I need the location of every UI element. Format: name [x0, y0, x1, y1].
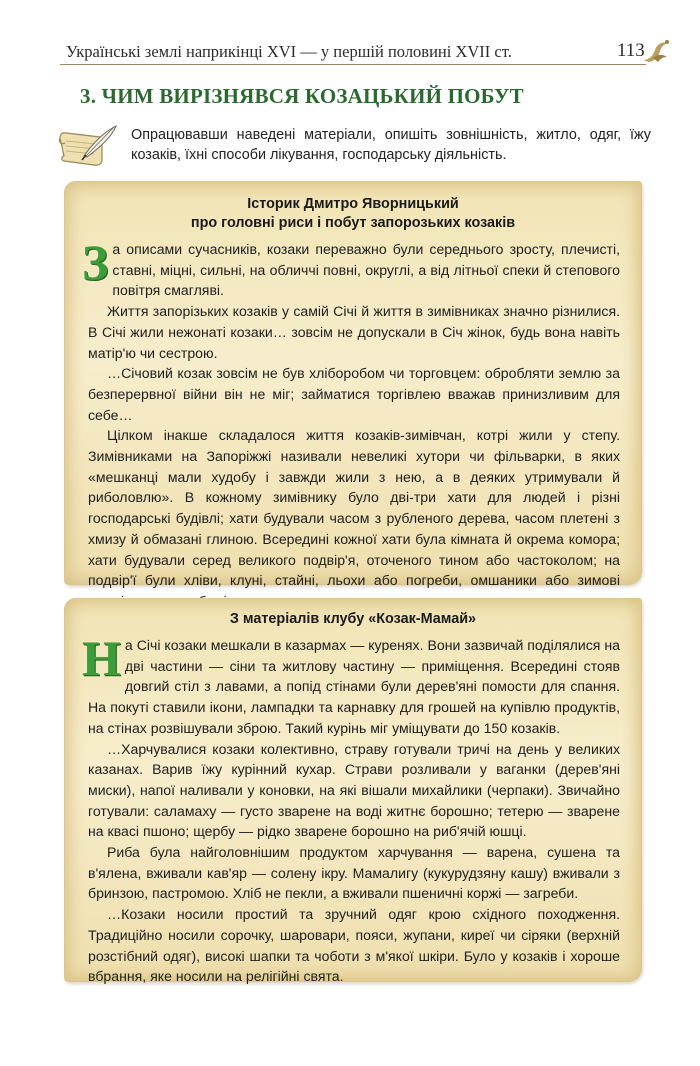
- ornament-icon: [641, 38, 671, 64]
- section-title: 3. ЧИМ ВИРІЗНЯВСЯ КОЗАЦЬКИЙ ПОБУТ: [80, 84, 524, 108]
- task-text: Опрацювавши наведені матеріали, опишіть зовнішність, житло, одяг, їжу козаків, їхні способи лікування, господарську діяльність.: [131, 127, 651, 163]
- paragraph: …Січовий козак зовсім не був хліборобом чи торговцем: обробляти землю за безперервної війни він не міг; займатися торгівлею вважав принизливим для себе…: [88, 365, 620, 423]
- paragraph: Життя запорізьких козаків у самій Січі й життя в зимівниках значно різнилися. В Січі жили нежонаті козаки… зовсім не допускали в Січ жінок, будь вона навіть матір'ю чи сестрою.: [88, 303, 620, 361]
- paragraph: …Харчувалися козаки колективно, страву готували тричі на день у великих казанах. Варив їжу курінний кухар. Страви розливали у ваганки (дерев'яні миски), напої наливали у коновки, на які вішали михайлики (черпаки). Звичайно готували: саламаху — густо зварене на воді житнє борошно; тетерю — зварене на квасі пшоно; щербу — рідко зварене борошно на риб'ячій юшці.: [88, 740, 620, 840]
- source-title: З матеріалів клубу «Козак-Мамай»: [229, 611, 477, 627]
- scroll-quill-icon: [56, 124, 118, 168]
- header-rule: [60, 64, 646, 65]
- dropcap: З: [82, 234, 109, 290]
- source-body: [82, 630, 620, 987]
- dropcap: Н: [82, 630, 121, 686]
- running-head: Українські землі наприкінці XVI — у першій половині XVII ст.: [66, 42, 512, 61]
- source-box-kozak-mamai: [64, 598, 642, 985]
- source-title-line1: Історик Дмитро Яворницький: [247, 196, 459, 212]
- paragraph: а Січі козаки мешкали в казармах — куренях. Вони зазвичай поділялися на дві частини — сіни та житлову частину — приміщення. Всередині стояв довгий стіл з лавами, а попід стінами були дерев'яні помости для спання. На покуті ставили ікони, лампадки та карнавку для грошей на купівлю продуктів, на стінах розвішували зброю. Такий курінь міг уміщувати до 150 козаків.: [88, 637, 620, 736]
- source-body: [82, 234, 620, 612]
- paragraph: Риба була найголовнішим продуктом харчування — варена, сушена та в'ялена, вживали кав'яр — солену ікру. Мамалигу (кукурудзяну кашу) вживали з бринзою, пастромою. Хліб не пекли, а вживали пшеничні коржі — загреби.: [88, 844, 620, 902]
- paragraph: Цілком інакше складалося життя козаків-зимівчан, котрі жили у степу. Зимівниками на Запоріжжі називали невеликі хутори чи фільварки, в яких «мешканці мали худобу і завжди жили з нею, а в деяких утримували й риболовлю». В кожному зимівнику було дві-три хати для людей і різні господарські будівлі; хати будували часом з рубленого дерева, часом плетені з хмизу й обмазані глиною. Всередині кожної хати була кімната й окрема комора; хати будували серед великого подвір'я, оточеного тином або частоколом; на подвір'ї були хліви, клуні, стайні, льохи або погреби, омшаники або зимові: [88, 427, 620, 589]
- source-title-line2: про головні риси і побут запорозьких козаків: [190, 215, 516, 231]
- page-number: 113: [617, 40, 645, 61]
- source-title: [64, 195, 642, 233]
- source-box-yavornytsky: [64, 181, 642, 589]
- paragraph: …Козаки носили простий та зручний одяг крою східного походження. Традиційно носили сорочку, шаровари, пояси, жупани, киреї чи сіряки (верхній розстібний одяг), високі шапки та чоботи з м'якої шкіри. Було у козаків і хороше вбрання, яке носили на релігійні свята.: [88, 906, 620, 985]
- paragraph: а описами сучасників, козаки переважно були середнього зросту, плечисті, ставні, міцні, сильні, на обличчі повні, округлі, а від літньої спеки й степового повітря смагляві.: [112, 241, 620, 299]
